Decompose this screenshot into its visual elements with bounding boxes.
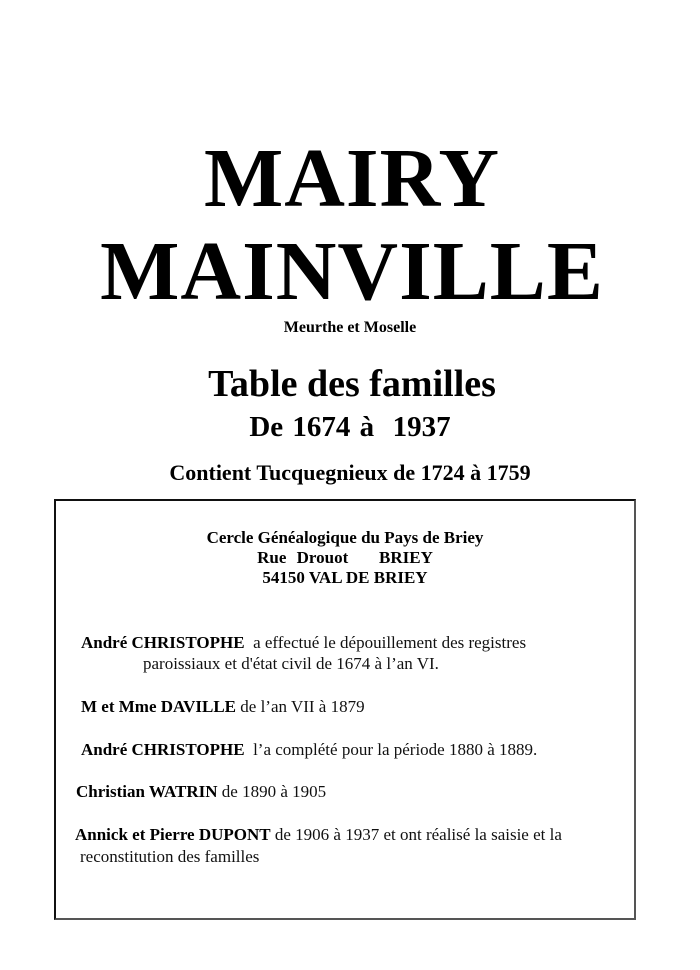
- contributor-name: Christian WATRIN: [76, 782, 218, 801]
- credit-text: a effectué le dépouillement des registres: [244, 633, 527, 652]
- credit-entry: [75, 824, 562, 845]
- credit-entry: [76, 781, 326, 802]
- organization-name: Cercle Généalogique du Pays de Briey: [206, 528, 484, 547]
- credit-continuation: paroissiaux et d'état civil de 1674 à l’an VI.: [143, 654, 439, 673]
- contributor-name: André CHRISTOPHE: [81, 633, 245, 652]
- credit-text: de l’an VII à 1879: [236, 697, 365, 716]
- title-line-2: MAINVILLE: [100, 225, 604, 318]
- credit-text: l’a complété pour la période 1880 à 1889.: [244, 740, 538, 759]
- credits-box: [54, 499, 636, 920]
- credit-entry: [81, 739, 537, 760]
- contains-note: Contient Tucquegnieux de 1724 à 1759: [169, 460, 531, 485]
- contributor-name: M et Mme DAVILLE: [81, 697, 237, 716]
- contributor-name: Annick et Pierre DUPONT: [75, 825, 271, 844]
- title-line-1: MAIRY: [203, 132, 500, 225]
- table-title: Table des familles: [208, 363, 496, 405]
- credit-text: de 1890 à 1905: [217, 782, 327, 801]
- date-range: De 1674 à 1937: [249, 411, 451, 443]
- credit-entry: [81, 632, 526, 653]
- contributor-name: André CHRISTOPHE: [81, 740, 245, 759]
- credit-text: de 1906 à 1937 et ont réalisé la saisie et la: [270, 825, 562, 844]
- credit-entry: [81, 696, 365, 717]
- region-subtitle: Meurthe et Moselle: [283, 319, 417, 336]
- organization-street: Rue Drouot BRIEY: [257, 548, 433, 567]
- organization-city: 54150 VAL DE BRIEY: [262, 568, 428, 587]
- credit-continuation: reconstitution des familles: [80, 847, 260, 866]
